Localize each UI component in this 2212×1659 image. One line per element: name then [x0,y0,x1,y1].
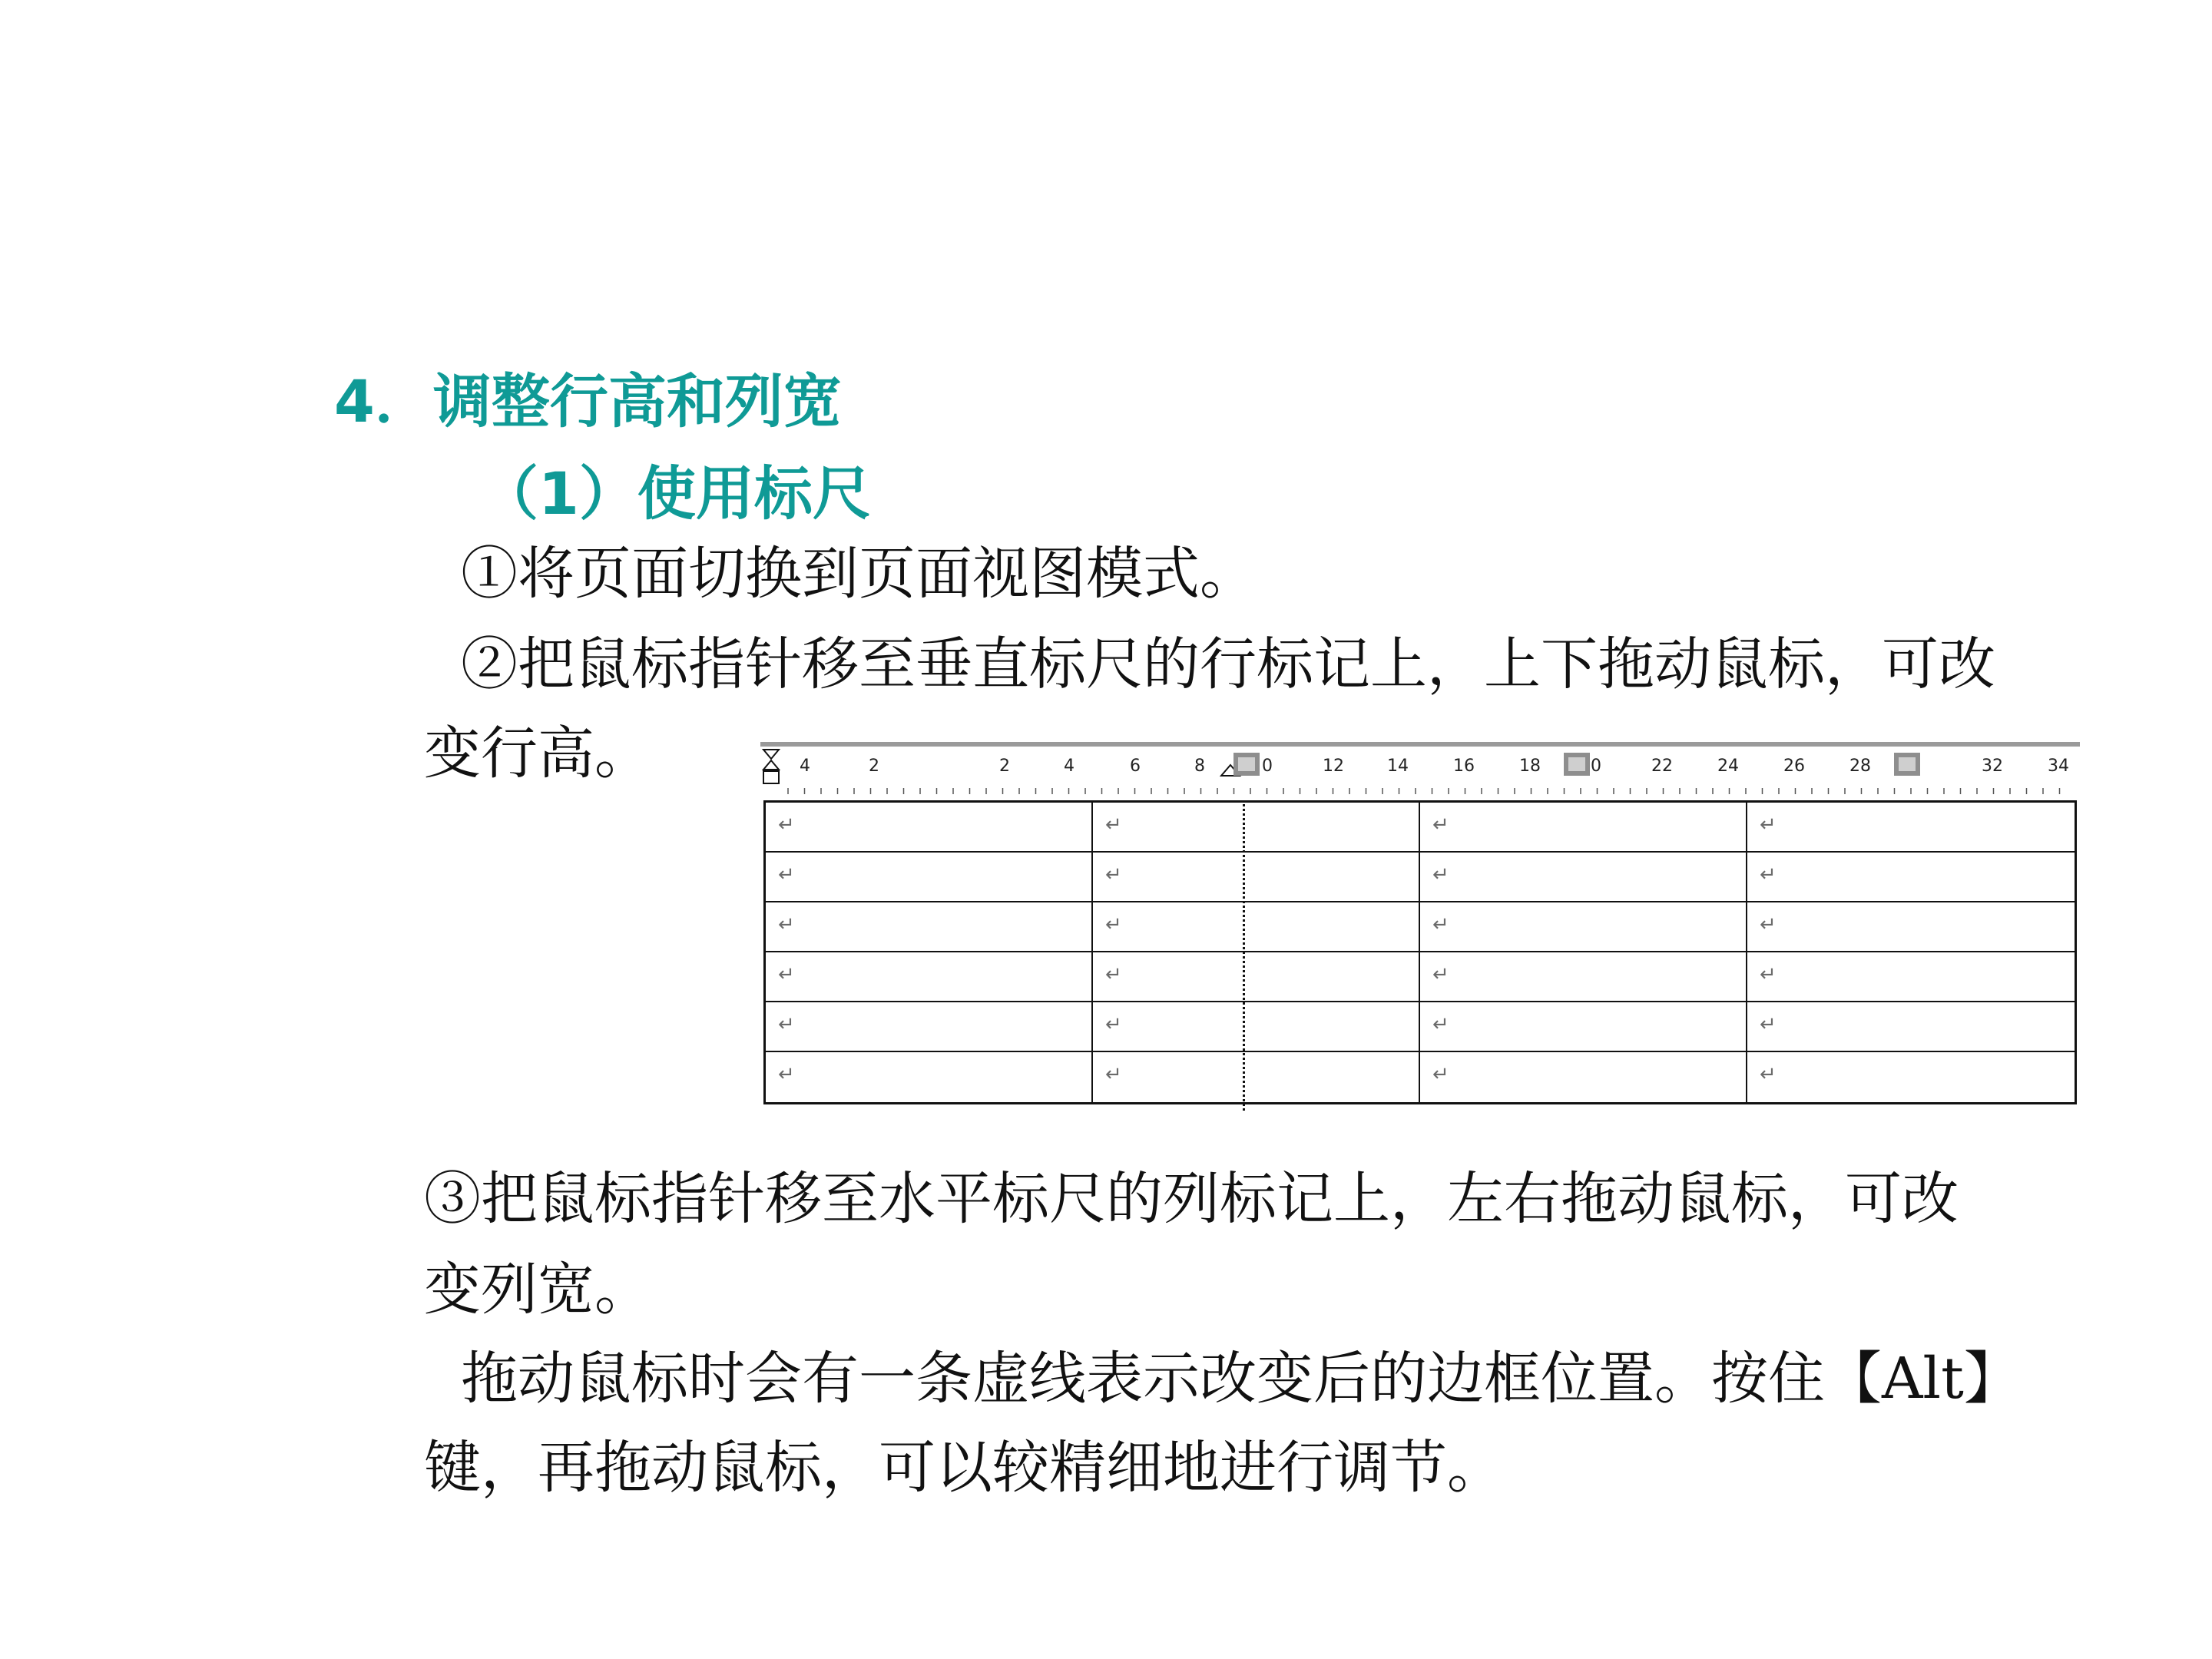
paragraph-mark-icon: ↵ [778,963,795,986]
table-cell[interactable] [1420,1052,1747,1102]
column-marker-icon[interactable] [1894,753,1920,776]
paragraph-mark-icon: ↵ [1105,1063,1122,1086]
paragraph-mark-icon: ↵ [778,1013,795,1036]
table-cell[interactable] [1747,853,2075,902]
note-text-line-2: 键，再拖动鼠标，可以较精细地进行调节。 [424,1435,1504,1501]
indent-marker-icon [763,750,779,783]
table-cell[interactable] [1093,803,1420,853]
ruler-tick-label: 12 [1323,757,1344,776]
ruler-tick-label: 16 [1453,757,1475,776]
table-cell[interactable] [1420,853,1747,902]
table-cell[interactable] [766,853,1093,902]
table-cell[interactable] [1093,1052,1420,1102]
column-marker-icon[interactable] [1564,753,1590,776]
ruler-tick-label: 4 [800,757,810,776]
ruler-tick-label: 0 [1591,757,1601,776]
paragraph-mark-icon: ↵ [1105,863,1122,886]
table-cell[interactable] [1093,902,1420,952]
ruler-tick-label: 2 [869,757,879,776]
paragraph-mark-icon: ↵ [1432,863,1449,886]
ruler-tick-label: 24 [1717,757,1739,776]
table-cell[interactable] [1420,803,1747,853]
paragraph-mark-icon: ↵ [1760,913,1777,936]
ruler-graphic [760,747,2080,800]
ruler-tick-label: 8 [1194,757,1205,776]
ruler-tick-label: 0 [1262,757,1273,776]
word-table-screenshot [760,742,2089,1111]
paragraph-mark-icon: ↵ [778,813,795,836]
ruler-tick-label: 22 [1651,757,1673,776]
paragraph-mark-icon: ↵ [1432,963,1449,986]
table-cell[interactable] [766,902,1093,952]
table-cell[interactable] [766,1052,1093,1102]
paragraph-mark-icon: ↵ [1432,813,1449,836]
step-2-text-line-2: 变行高。 [424,720,651,786]
subsection-title: （1）使用标尺 [480,459,871,528]
column-marker-icon[interactable] [1233,753,1260,776]
paragraph-mark-icon: ↵ [1760,1013,1777,1036]
paragraph-mark-icon: ↵ [1760,1063,1777,1086]
section-title: 4．调整行高和列宽 [334,367,842,435]
ruler-tick-label: 4 [1064,757,1075,776]
ruler-tick-label: 2 [999,757,1010,776]
table-cell[interactable] [1420,952,1747,1002]
table-cell[interactable] [1747,952,2075,1002]
paragraph-mark-icon: ↵ [1105,813,1122,836]
table-cell[interactable] [1093,1002,1420,1052]
table-cell[interactable] [1747,1052,2075,1102]
ruler-tick-label: 34 [2048,757,2069,776]
ruler-tick-label: 6 [1130,757,1141,776]
drag-guide-dashed-line [1243,800,1245,1111]
ruler-tick-label: 28 [1849,757,1871,776]
table-cell[interactable] [766,1002,1093,1052]
table-cell[interactable] [1747,803,2075,853]
step-3-text-line-2: 变列宽。 [424,1257,651,1323]
table-cell[interactable] [766,803,1093,853]
ruler-tick-label: 32 [1982,757,2003,776]
ruler-tick-label: 18 [1519,757,1541,776]
paragraph-mark-icon: ↵ [1760,963,1777,986]
step-3-text-line-1: ③把鼠标指针移至水平标尺的列标记上，左右拖动鼠标，可改 [424,1166,1959,1232]
paragraph-mark-icon: ↵ [1105,963,1122,986]
ruler-tick-label: 14 [1387,757,1409,776]
step-2-text-line-1: ②把鼠标指针移至垂直标尺的行标记上，上下拖动鼠标，可改 [461,631,1995,697]
paragraph-mark-icon: ↵ [778,1063,795,1086]
paragraph-mark-icon: ↵ [778,913,795,936]
table-cell[interactable] [1747,902,2075,952]
table-cell[interactable] [1420,1002,1747,1052]
paragraph-mark-icon: ↵ [1760,813,1777,836]
note-text-line-1: 拖动鼠标时会有一条虚线表示改变后的边框位置。按住【Alt】 [461,1346,2021,1412]
table-cell[interactable] [1093,853,1420,902]
paragraph-mark-icon: ↵ [1105,913,1122,936]
table-cell[interactable] [766,952,1093,1002]
step-1-text: ①将页面切换到页面视图模式。 [461,541,1257,607]
table-grid [763,800,2077,1104]
horizontal-ruler [760,742,2080,800]
paragraph-mark-icon: ↵ [1760,863,1777,886]
paragraph-mark-icon: ↵ [1432,1013,1449,1036]
paragraph-mark-icon: ↵ [1432,913,1449,936]
ruler-tick-label: 26 [1783,757,1805,776]
paragraph-mark-icon: ↵ [1432,1063,1449,1086]
paragraph-mark-icon: ↵ [778,863,795,886]
table-cell[interactable] [1747,1002,2075,1052]
table-cell[interactable] [1093,952,1420,1002]
paragraph-mark-icon: ↵ [1105,1013,1122,1036]
table-cell[interactable] [1420,902,1747,952]
